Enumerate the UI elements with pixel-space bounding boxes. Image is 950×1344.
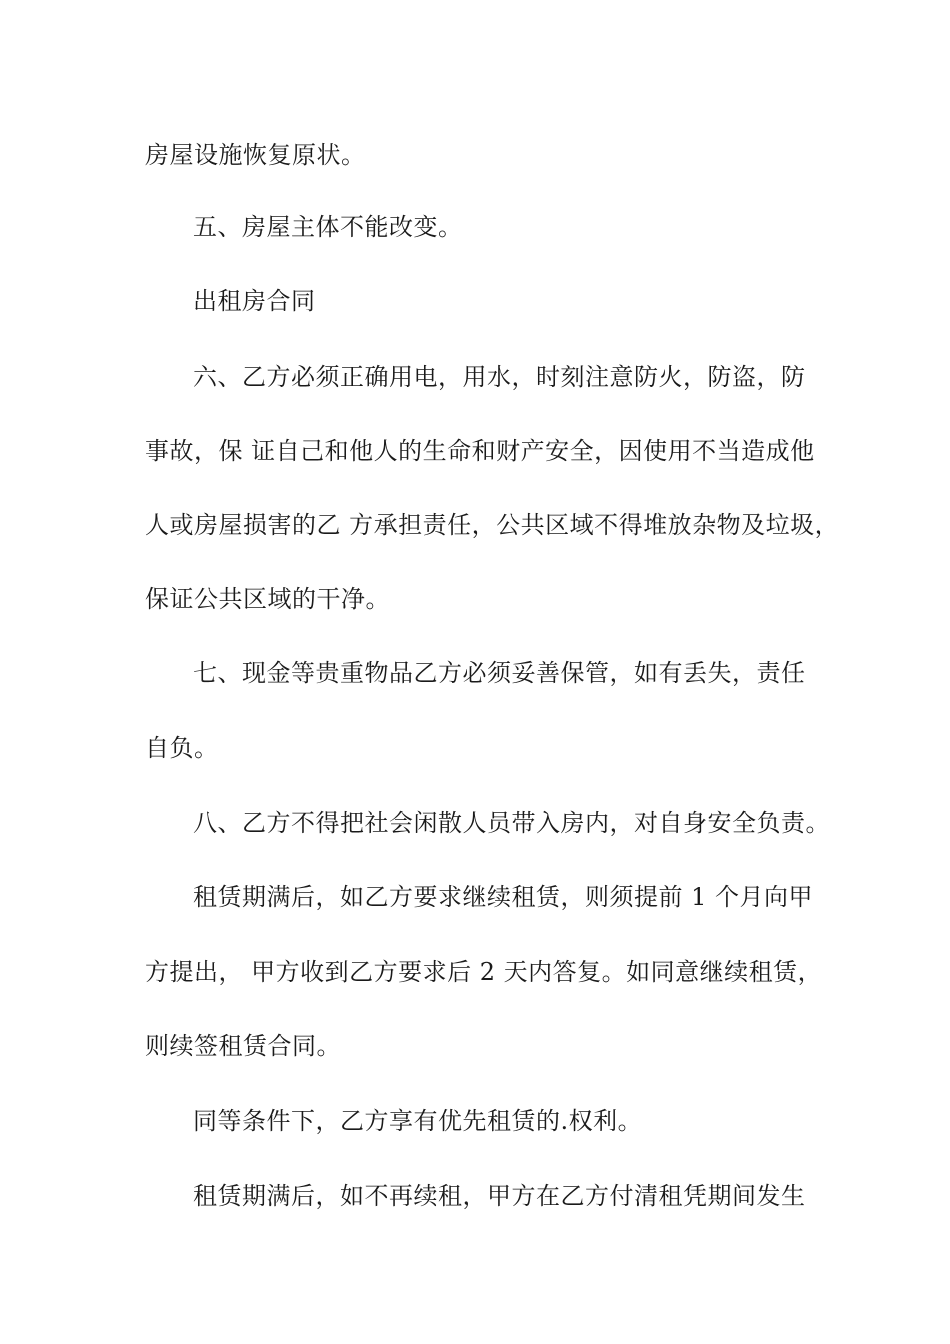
text-line: 租赁期满后，如乙方要求继续租赁，则须提前 1 个月向甲: [193, 883, 814, 911]
section-heading: 出租房合同: [193, 287, 316, 315]
text-line: 方提出， 甲方收到乙方要求后 2 天内答复。如同意继续租赁，: [145, 958, 823, 986]
text-line: 租赁期满后，如不再续租，甲方在乙方付清租凭期间发生: [193, 1182, 806, 1210]
text-line: 自负。: [145, 734, 219, 762]
text-line: 房屋设施恢复原状。: [145, 141, 366, 169]
text-line: 六、乙方必须正确用电，用水，时刻注意防火，防盗，防: [193, 363, 806, 391]
text-line: 人或房屋损害的乙 方承担责任，公共区域不得堆放杂物及垃圾，: [145, 511, 840, 539]
text-line: 七、现金等贵重物品乙方必须妥善保管，如有丢失，责任: [193, 659, 806, 687]
text-line: 保证公共区域的干净。: [145, 585, 390, 613]
text-line: 五、房屋主体不能改变。: [193, 213, 463, 241]
text-line: 事故，保 证自己和他人的生命和财产安全，因使用不当造成他: [145, 437, 815, 465]
text-line: 八、乙方不得把社会闲散人员带入房内，对自身安全负责。: [193, 809, 830, 837]
text-line: 同等条件下，乙方享有优先租赁的.权利。: [193, 1107, 643, 1135]
text-line: 则续签租赁合同。: [145, 1032, 341, 1060]
